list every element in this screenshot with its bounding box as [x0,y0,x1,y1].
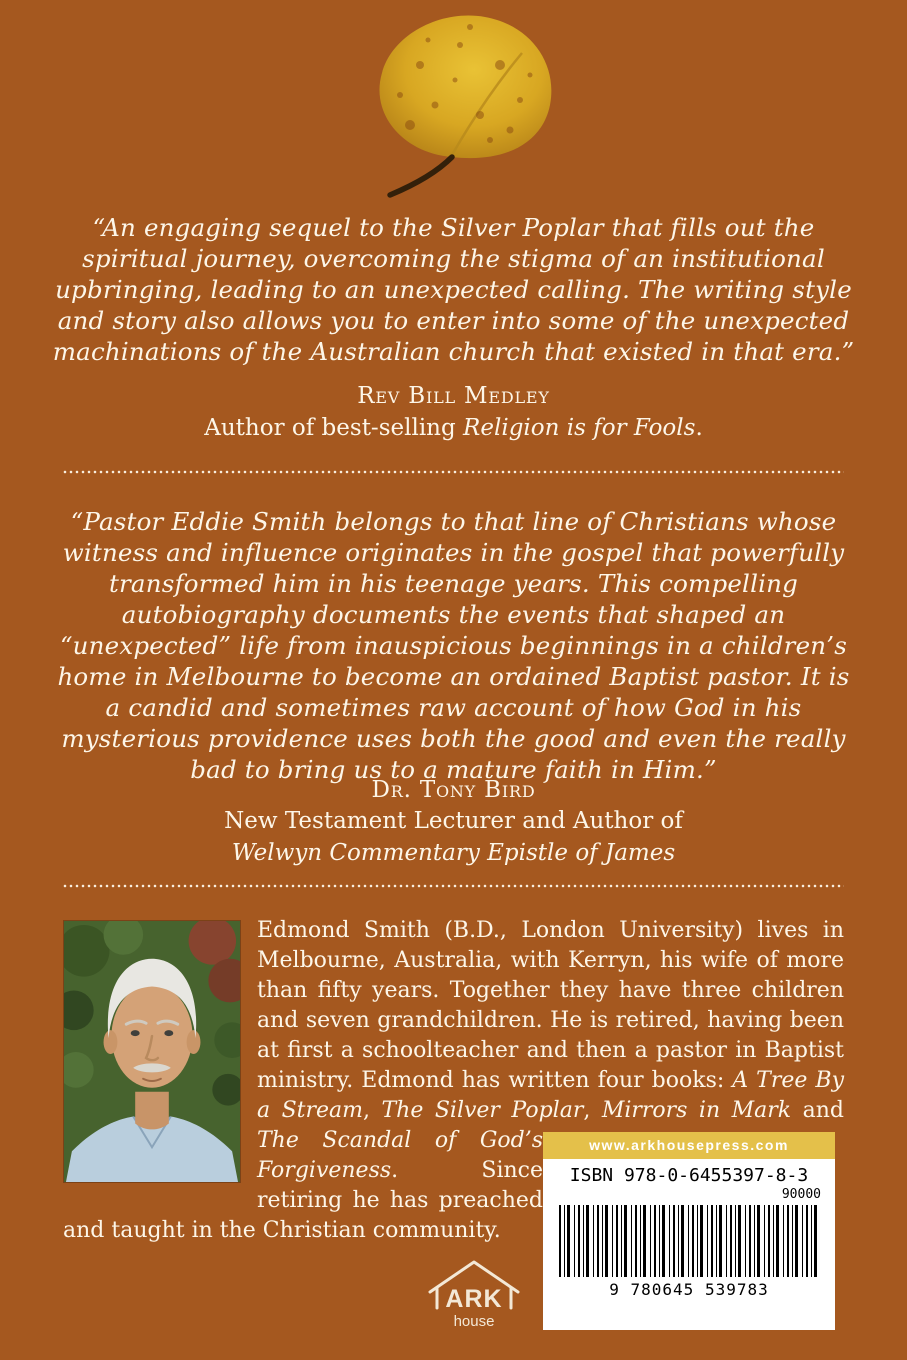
logo-text-house: house [453,1313,495,1330]
divider-bottom [62,884,844,888]
author-bio-text: Edmond Smith (B.D., London University) lives in Melbourne, Australia, with Kerryn, his wife of more than fifty years. Together they have three children and seven grandchildren. He is retired, having been at first a schoolteacher and then a pastor in Baptist ministry. Edmond has written four books: A Tree By a Stream, The Silver Poplar, Mirrors in Mark and The Scandal of God’s Forgiveness. Since retiring he has preached and taught in the Christian community. [63,918,844,1243]
arkhouse-logo [424,1254,524,1330]
house-icon [424,1254,524,1330]
publisher-website: www.arkhousepress.com [543,1132,835,1159]
endorsement-1-quote: “An engaging sequel to the Silver Poplar that fills out the spiritual journey, overcoming the stigma of an institutional upbringing, leading to an unexpected calling. The writing style and story also allows you to enter into some of the unexpected machinations of the Australian church that existed in that era.” [52,213,855,366]
author-portrait [64,921,240,1182]
leaf-stem [390,157,452,195]
neck [135,1092,169,1130]
divider-top [62,470,844,474]
author-photo [63,920,241,1183]
endorsement-2-attribution: Dr. Tony Bird [371,777,536,803]
barcode-digits: 9 780645 539783 [609,1280,769,1299]
barcode-panel [543,1132,835,1330]
price-code: 90000 [781,1187,821,1202]
isbn-text: ISBN 978-0-6455397-8-3 [569,1165,809,1186]
endorsement-1-credit: Author of best-selling Religion is for Fools. [204,415,703,441]
barcode-bars [559,1205,819,1277]
endorsement-2-credit-line2: Welwyn Commentary Epistle of James [231,840,676,866]
leaf-illustration [340,5,570,205]
leaf-image [340,5,570,205]
endorsement-1-attribution: Rev Bill Medley [357,383,550,409]
logo-text-ark: ARK [445,1285,503,1313]
endorsement-2-quote: “Pastor Eddie Smith belongs to that line of Christians whose witness and influence originates in the gospel that powerfully transformed him in his teenage years. This compelling autobiography documents the events that shaped an “unexpected” life from inauspicious beginnings in a children’s home in Melbourne to become an ordained Baptist pastor. It is a candid and sometimes raw account of how God in his mysterious providence uses both the good and even the really bad to bring us to a mature faith in Him.” [57,507,850,784]
endorsement-2-credit-line1: New Testament Lecturer and Author of [224,808,683,834]
